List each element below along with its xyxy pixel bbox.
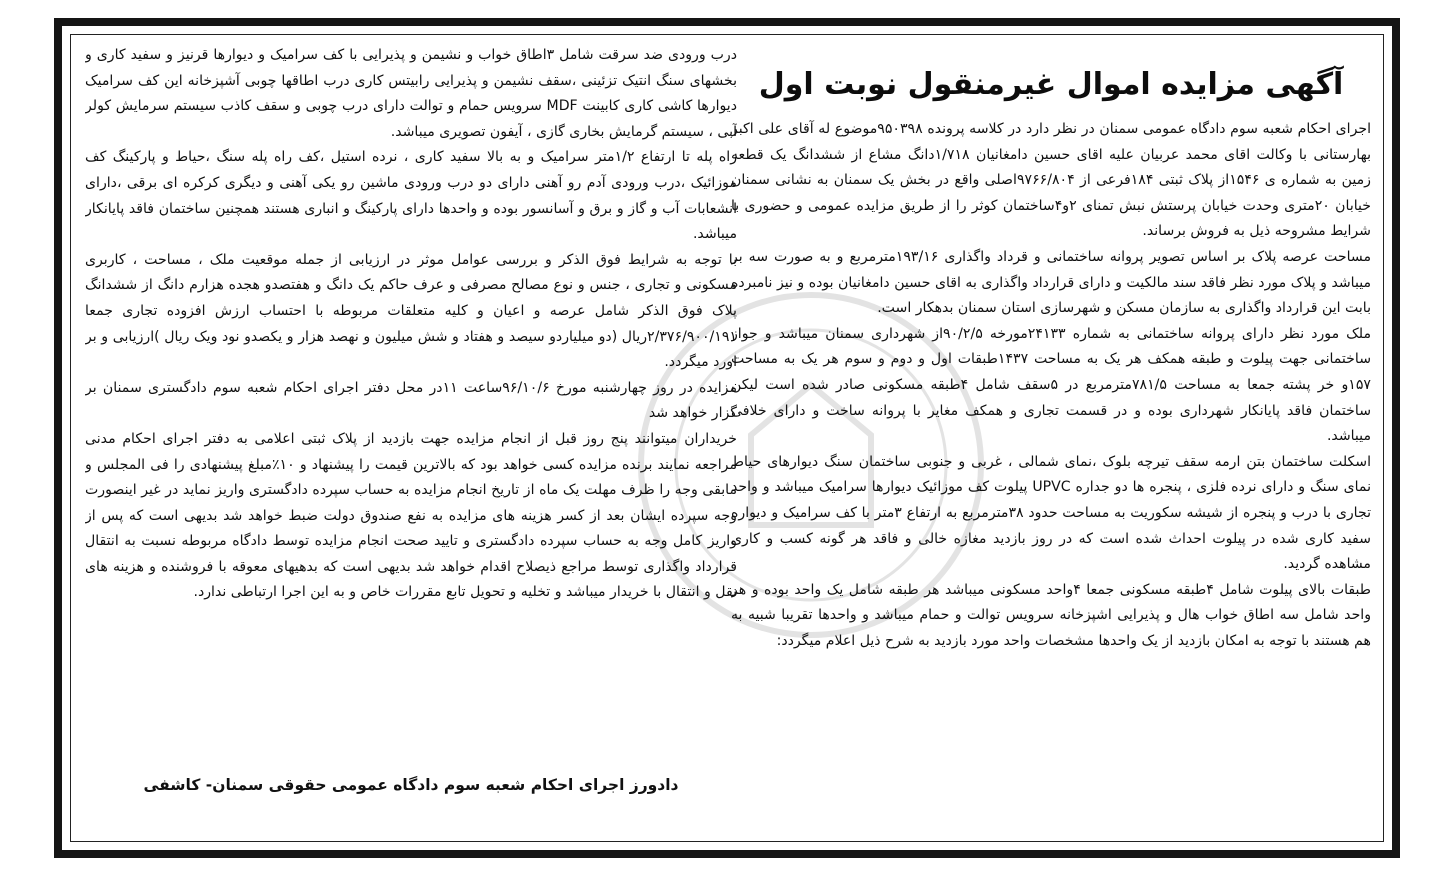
left-column [85,43,737,833]
notice-frame-outer [54,18,1400,858]
left-paragraph-5: خریداران میتوانند پنج روز قبل از انجام مزایده جهت بازدید از پلاک ثبتی اعلامی به دفتر اجرای احکام مدنی مراجعه نمایند برنده مزایده کسی خواهد بود که بالاترین قیمت را پیشنهاد و ۱۰٪مبلغ پیشنهادی را فی المجلس و مابقی وجه را ظرف مهلت یک ماه از تاریخ انجام مزایده به حساب سپرده دادگستری واریز نماید در غیر اینصورت وجه سپرده ایشان بعد از کسر هزینه های مزایده به نفع صندوق دولت ضبط خواهد شد بدیهی است که پس از واریز کامل وجه به حساب سپرده دادگستری و تایید صحت انجام مزایده توسط دادگاه مربوطه نسبت به انتقال قرارداد واگذاری توسط مراجع ذیصلاح اقدام خواهد شد بدیهی است که بدهیهای معوقه با فروشنده و هزینه های نقل و انتقال با خریدار میباشد و تخلیه و تحویل تابع مقررات خاص و به این اجرا ارتباطی ندارد. [85,430,737,601]
right-paragraph-4: اسکلت ساختمان بتن ارمه سقف تیرچه بلوک ،نمای شمالی ، غربی و جنوبی ساختمان سنگ دیوارهای حیاط نمای سنگ و دارای نرده فلزی ، پنجره ها دو جداره UPVC پیلوت کف موزائیک دیوارها سرامیک میباشد و واحد تجاری با درب و پنجره از شیشه سکوریت به مساحت حدود ۳۸مترمربع به ارتفاع ۳متر با کف سرامیک و دیواره سفید کاری شده در پیلوت احداث شده است که در روز بازدید مغازه خالی و فاقد هر گونه کسب و کاری مشاهده گردید. [731,453,1371,573]
signature-line: دادورز اجرای احکام شعبه سوم دادگاه عمومی حقوقی سمنان- کاشفی [143,776,679,795]
right-paragraph-2: مساحت عرصه پلاک بر اساس تصویر پروانه ساختمانی و قرداد واگذاری ۱۹۳/۱۶مترمربع و به صورت سه بر میباشد و پلاک مورد نظر فاقد سند مالکیت و دارای قرارداد واگذاری به اقای حسین دامغانیان بوده و نیز نامبرده بابت این قرارداد واگذاری به سازمان مسکن و شهرسازی استان سمنان بدهکار است. [731,248,1371,317]
left-paragraph-1: درب ورودی ضد سرقت شامل ۳اطاق خواب و نشیمن و پذیرایی با کف سرامیک و دیوارها قرنیز و سفید کاری و بخشهای سنگ انتیک تزئینی ،سقف نشیمن و پذیرایی رابیتس کاری درب اطاقها چوبی آشپزخانه این کف سرامیک دیوارها کاشی کاری کابینت MDF سرویس حمام و توالت دارای درب چوبی و سقف کاذب سیستم سرمایش کولر آبی ، سیستم گرمایش بخاری گازی ، آیفون تصویری میباشد. [85,47,737,140]
notice-title: آگهی مزایده اموال غیرمنقول نوبت اول [758,67,1344,102]
right-paragraph-1: اجرای احکام شعبه سوم دادگاه عمومی سمنان در نظر دارد در کلاسه پرونده ۹۵۰۳۹۸موضوع له آقای علی اکبر بهارستانی با وکالت اقای محمد عربیان علیه اقای حسین دامغانیان ۱/۷۱۸دانگ مشاع از ششدانگ یک قطعه زمین به شماره ی ۱۵۴۶از پلاک ثبتی ۱۸۴فرعی از ۹۷۶۶/۸۰۴اصلی واقع در بخش یک سمنان به نشانی سمنان خیابان ۲۰متری وحدت خیابان پرستش نبش تمنای ۲و۴ساختمان کوثر را از طریق مزایده عمومی و حضوری با شرایط مشروحه ذیل به فروش برساند. [731,121,1371,240]
notice-frame-inner [70,34,1384,842]
left-paragraph-4: مزایده در روز چهارشنبه مورخ ۹۶/۱۰/۶ساعت ۱۱در محل دفتر اجرای احکام شعبه سوم دادگستری سمنان بر گزار خواهد شد [85,379,737,422]
right-paragraph-3: ملک مورد نظر دارای پروانه ساختمانی به شماره ۲۴۱۳۳مورخه ۹۰/۲/۵از شهرداری سمنان میباشد و جواز ساختمانی جهت پیلوت و طبقه همکف هر یک به مساحت ۱۴۳۷طبقات اول و دوم و سوم هر یک به مساحت ۱۵۷و خر پشته جمعا به مساحت ۷۸۱/۵مترمربع در ۵سقف شامل ۴طبقه مسکونی صادر شده است لیکن ساختمان فاقد پایانکار شهرداری بوده و در قسمت تجاری و همکف مغایر با پروانه ساخت و دارای خلافی میباشد. [731,325,1371,445]
right-paragraph-5: طبقات بالای پیلوت شامل ۴طبقه مسکونی جمعا ۴واحد مسکونی میباشد هر طبقه شامل یک واحد بوده و هر واحد شامل سه اطاق خواب هال و پذیرایی اشپزخانه سرویس توالت و حمام میباشد و واحدها تقریبا شبیه به هم هستند با توجه به امکان بازدید از یک واحدها مشخصات واحد مورد بازدید به شرح ذیل اعلام میگردد: [731,581,1371,649]
right-column [731,43,1371,833]
left-paragraph-3: با توجه به شرایط فوق الذکر و بررسی عوامل موثر در ارزیابی از جمله موقعیت ملک ، مساحت ، کاربری مسکونی و تجاری ، جنس و نوع مصالح مصرفی و عرف حاکم یک دانگ و هفتصدو هجده هزارم دانگ از ششدانگ پلاک فوق الذکر شامل عرصه و اعیان و کلیه متعلقات مربوطه با احتساب ارزش افزوده تجاری جمعا ۲/۳۷۶/۹۰۰/۱۹۱ریال (دو میلیاردو سیصد و هفتاد و شش میلیون و نهصد هزار و یکصدو نود ویک ریال )ارزیابی و بر اورد میگردد. [85,251,737,371]
left-paragraph-2: راه پله تا ارتفاع ۱/۲متر سرامیک و به بالا سفید کاری ، نرده استیل ،کف راه پله سنگ ،حیاط و پارکینگ کف موزائیک ،درب ورودی آدم رو آهنی دارای دو درب ورودی ماشین رو یکی آهنی و دیگری کرکره ای برقی ،دارای انشعابات آب و گاز و برق و آسانسور بوده و واحدها دارای پارکینگ و انباری هستند همچنین ساختمان فاقد پایانکار میباشد. [85,149,737,243]
